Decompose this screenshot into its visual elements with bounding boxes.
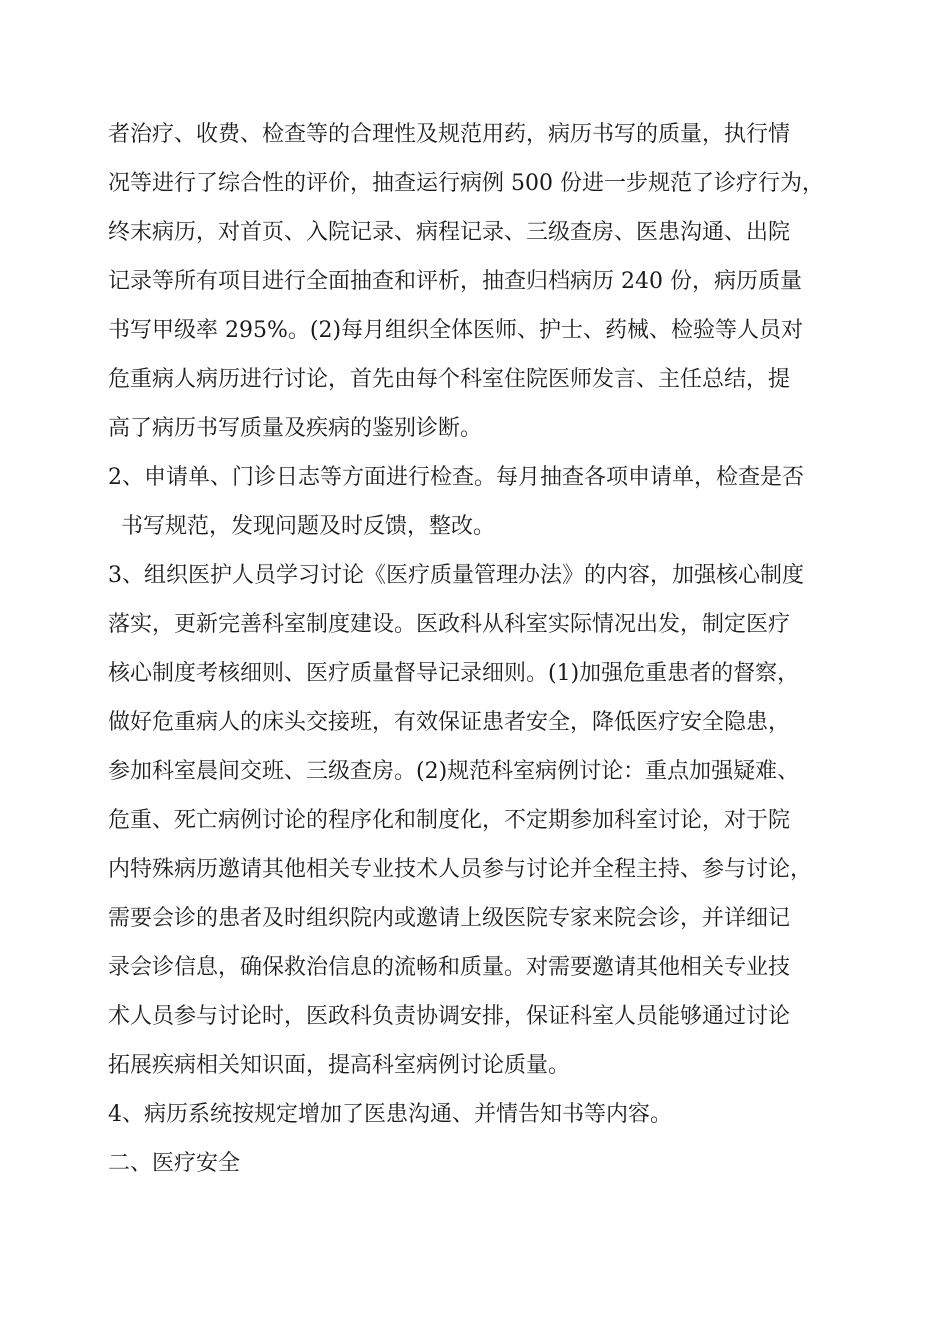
text-line: 3、组织医护人员学习讨论《医疗质量管理办法》的内容，加强核心制度 — [108, 563, 804, 588]
text-line: 落实，更新完善科室制度建设。医政科从科室实际情况出发，制定医疗 — [108, 612, 791, 637]
text-line: 况等进行了综合性的评价，抽查运行病例 500 份进一步规范了诊疗行为， — [108, 171, 824, 196]
text-line: 危重、死亡病例讨论的程序化和制度化，不定期参加科室讨论，对于院 — [108, 808, 791, 833]
section-heading — [108, 1139, 860, 1188]
text-line: 录会诊信息，确保救治信息的流畅和质量。对需要邀请其他相关专业技 — [108, 955, 791, 980]
document-body — [108, 110, 860, 1188]
text-line: 拓展疾病相关知识面，提高科室病例讨论质量。 — [108, 1053, 571, 1078]
text-line: 需要会诊的患者及时组织院内或邀请上级医院专家来院会诊，并详细记 — [108, 906, 791, 931]
paragraph-item-2 — [108, 453, 860, 551]
paragraph-item-3 — [108, 551, 860, 1090]
text-line: 4、病历系统按规定增加了医患沟通、并情告知书等内容。 — [108, 1102, 672, 1127]
text-line: 术人员参与讨论时，医政科负责协调安排，保证科室人员能够通过讨论 — [108, 1004, 791, 1029]
section-heading-text: 二、医疗安全 — [108, 1151, 241, 1176]
text-line: 高了病历书写质量及疾病的鉴别诊断。 — [108, 416, 483, 441]
text-line: 终末病历，对首页、入院记录、病程记录、三级查房、医患沟通、出院 — [108, 220, 791, 245]
text-line: 2、申请单、门诊日志等方面进行检查。每月抽查各项申请单，检查是否 — [108, 465, 804, 490]
paragraph-continuation — [108, 110, 860, 453]
text-line: 者治疗、收费、检查等的合理性及规范用药，病历书写的质量，执行情 — [108, 122, 791, 147]
paragraph-item-4 — [108, 1090, 860, 1139]
text-line: 记录等所有项目进行全面抽查和评析，抽查归档病历 240 份，病历质量 — [108, 269, 802, 294]
text-line: 参加科室晨间交班、三级查房。(2)规范科室病例讨论：重点加强疑难、 — [108, 759, 800, 784]
text-line: 核心制度考核细则、医疗质量督导记录细则。(1)加强危重患者的督察， — [108, 661, 800, 686]
text-line: 书写甲级率 295%。(2)每月组织全体医师、护士、药械、检验等人员对 — [108, 318, 804, 343]
text-line: 内特殊病历邀请其他相关专业技术人员参与讨论并全程主持、参与讨论， — [108, 857, 813, 882]
text-line: 危重病人病历进行讨论，首先由每个科室住院医师发言、主任总结，提 — [108, 367, 791, 392]
text-line: 做好危重病人的床头交接班，有效保证患者安全，降低医疗安全隐患， — [108, 710, 791, 735]
text-line: 书写规范，发现问题及时反馈，整改。 — [121, 514, 496, 539]
